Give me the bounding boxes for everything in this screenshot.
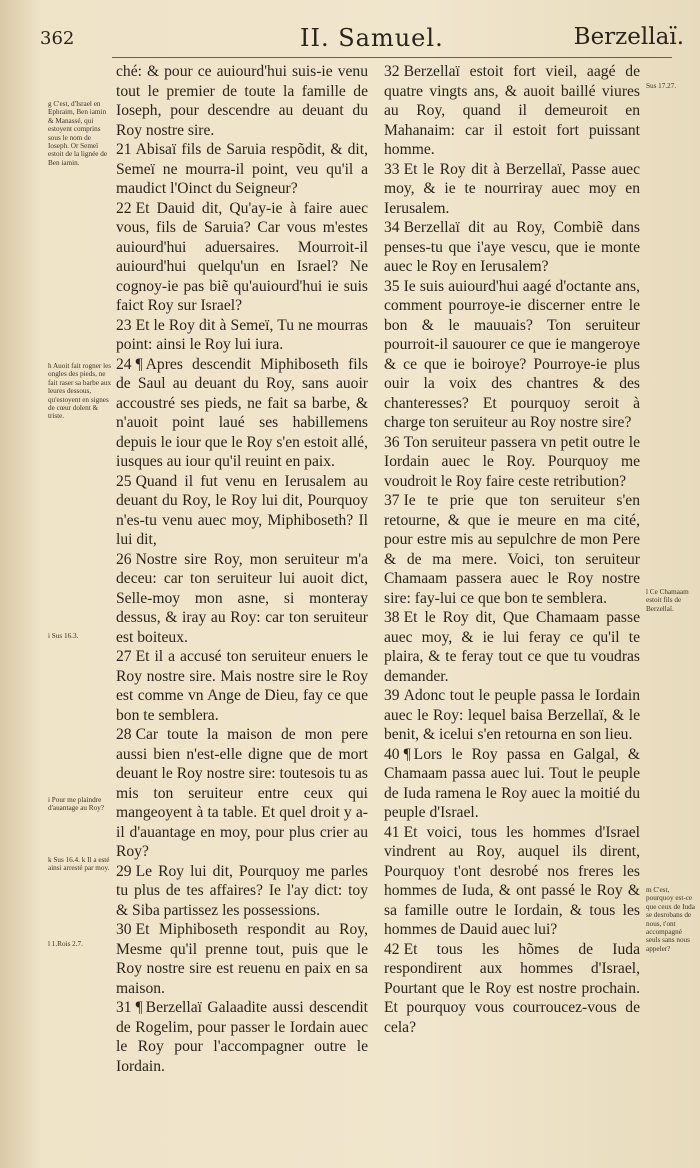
- verse-number: 30: [116, 921, 132, 938]
- verse-text: Berzellaï dit au Roy, Combiẽ dans penses-tu que i'aye vescu, que ie monte auec le Roy en Ierusalem?: [384, 219, 640, 275]
- verse-text: Lors le Roy passa en Galgal, & Chamaam passa auec lui. Tout le peuple de Iuda ramena le Roy auec la moitié du peuple d'Israel.: [384, 745, 640, 821]
- pilcrow-icon: ¶: [135, 355, 143, 373]
- margin-note-g: g C'est, d'Israel en Ephraim, Ben iamin & Manassé, qui estoyent comprins sous le nom de Ioseph. Or Semeï estoit de la lignée de Ben iamin.: [48, 100, 108, 167]
- verse-number: 29: [116, 862, 132, 880]
- verse-number: 35: [384, 277, 400, 295]
- verse-text: Le Roy lui dit, Pourquoy me parles tu plus de tes affaires? Ie l'ay dict: toy & Siba partissez les possessions.: [116, 862, 368, 919]
- verse-text: Et il a accusé ton seruiteur enuers le Roy nostre sire. Mais nostre sire le Roy est comme vn Ange de Dieu, fay ce que bon te semblera.: [116, 648, 368, 724]
- verse-text: Nostre sire Roy, mon seruiteur m'a deceu: car ton seruiteur lui auoit dict, Selle-moy mon asne, si monteray dessus, & iray au Roy: car ton seruiteur est boiteux.: [116, 550, 368, 646]
- header-rule: [112, 57, 672, 58]
- verse-number: 34: [384, 219, 400, 236]
- verse: [116, 725, 368, 862]
- running-head: Berzellaï.: [573, 24, 684, 50]
- verse-text: Et Dauid dit, Qu'ay-ie à faire auec vous, fils de Saruia? Car vous m'estes auiourd'hui aduersaires. Mourroit-il auiourd'hui quelqu'un en Israel? Ne cognoy-ie pas biẽ qu'auiourd'hui ie suis faict Roy sur Israel?: [116, 199, 368, 314]
- verse-number: 41: [384, 823, 400, 841]
- margin-note-i: i Sus 16.3.: [48, 632, 79, 640]
- verse-text: ché: & pour ce auiourd'hui suis-ie venu tout le premier de toute la famille de Ioseph, pour descendre au deuant du Roy nostre sire.: [116, 63, 368, 139]
- verse-text: Quand il fut venu en Ierusalem au deuant du Roy, le Roy lui dit, Pourquoy n'es-tu venu auec moy, Miphiboseth? Il lui dit,: [116, 472, 368, 548]
- verse: [116, 647, 368, 725]
- verse-number: 33: [384, 160, 400, 178]
- verse-number: 36: [384, 433, 400, 451]
- margin-note-l: l 1.Rois 2.7.: [48, 940, 83, 948]
- verse-text: Et le Roy dit, Que Chamaam passe auec moy, & ie lui feray ce qu'il te plaira, & te feray tout ce que tu voudras demander.: [384, 609, 640, 685]
- verse-number: 32: [384, 63, 400, 80]
- left-text-column: [116, 62, 368, 1076]
- verse: [116, 472, 368, 550]
- verse-number: 26: [116, 550, 132, 568]
- verse: [384, 686, 640, 745]
- verse: [384, 608, 640, 686]
- verse-text: Ton seruiteur passera vn petit outre le Iordain auec le Roy. Pourquoy me voudroit le Roy faire ceste retribution?: [384, 433, 640, 490]
- verse-text: Et tous les hõmes de Iuda respondirent aux hommes d'Israel, Pourtant que le Roy est nostre prochain. Et pourquoy vous courroucez-vous de cela?: [384, 940, 640, 1036]
- verse: [384, 940, 640, 1038]
- verse: [384, 277, 640, 433]
- verse: [384, 62, 640, 160]
- verse-number: 37: [384, 492, 400, 509]
- pilcrow-icon: ¶: [403, 745, 411, 763]
- verse-number: 21: [116, 141, 132, 158]
- verse-number: 40: [384, 745, 400, 763]
- verse-number: 23: [116, 316, 132, 334]
- page-number: 362: [40, 28, 75, 49]
- verse-text: Adonc tout le peuple passa le Iordain auec le Roy: lequel baisa Berzellaï, & le benit, & icelui s'en retourna en son lieu.: [384, 687, 640, 743]
- verse-text: Ie suis auiourd'hui aagé d'octante ans, comment pourroye-ie discerner entre le bon & le mauuais? Ton seruiteur pourroit-il sauourer ce que ie mangeroye & ce que ie boiroye? Pourroye-ie plus ouir la voix des chantres & des chanteresses? Et pourquoy seroit à charge ton seruiteur au Roy nostre sire?: [384, 277, 640, 431]
- margin-note-pour: i Pour me plaindre d'auantage au Roy?: [48, 796, 104, 813]
- margin-note-h: h Auoit fait rogner les ongles des pieds, ne fait raser sa barbe aux leures dessous, qu'estoyent en signes de cœur dolent & triste.: [48, 362, 112, 421]
- verse: [116, 316, 368, 355]
- margin-note-chamaam: l Ce Chamaam estoit fils de Berzellaï.: [646, 588, 689, 613]
- verse-text: Et Miphiboseth respondit au Roy, Mesme qu'il prenne tout, puis que le Roy nostre sire est reuenu en paix en sa maison.: [116, 921, 368, 997]
- verse: [384, 433, 640, 492]
- verse-text: Apres descendit Miphiboseth fils de Saul au deuant du Roy, sans auoir accoustré ses pieds, ne fait sa barbe, & n'auoit point laué ses habillemens depuis le iour que le Roy s'en estoit allé, iusques au iour qu'il reuint en paix.: [116, 355, 368, 470]
- verse-number: 25: [116, 472, 132, 490]
- verse-text: Ie te prie que ton seruiteur s'en retourne, & que ie meure en ma cité, pour estre mis au sepulchre de mon Pere & de ma mere. Voici, ton seruiteur Chamaam passera auec le Roy nostre sire: fay-lui ce que bon te semblera.: [384, 492, 640, 607]
- verse-number: 39: [384, 687, 400, 704]
- verse: [116, 140, 368, 199]
- verse-number: 42: [384, 940, 400, 958]
- verse-text: Abisaï fils de Saruia respõdit, & dit, Semeï ne mourra-il point, veu qu'il a maudict l'Oinct du Seigneur?: [116, 141, 368, 197]
- right-text-column: [384, 62, 640, 1037]
- verse-number: 31: [116, 999, 132, 1016]
- verse: [384, 218, 640, 277]
- page-header: [0, 24, 700, 54]
- margin-note-sus: Sus 17.27.: [646, 82, 677, 90]
- verse-number: 22: [116, 199, 132, 217]
- verse: [384, 745, 640, 823]
- verse-text: Et le Roy dit à Semeï, Tu ne mourras point: ainsi le Roy lui iura.: [116, 316, 368, 353]
- verse: [116, 998, 368, 1076]
- verse: [384, 160, 640, 219]
- verse: [116, 862, 368, 921]
- verse: [384, 823, 640, 940]
- verse: [384, 491, 640, 608]
- verse: [116, 199, 368, 316]
- verse: [116, 550, 368, 648]
- book-title: II. Samuel.: [300, 24, 444, 52]
- verse: [116, 355, 368, 472]
- verse-number: 28: [116, 726, 132, 743]
- verse: [116, 920, 368, 998]
- verse-text: Berzellaï Galaadite aussi descendit de Rogelim, pour passer le Iordain auec le Roy pour l'accompagner outre le Iordain.: [116, 999, 368, 1075]
- verse-text: Et voici, tous les hommes d'Israel vindrent au Roy, auquel ils dirent, Pourquoy t'ont desrobé nos freres les hommes de Iuda, & ont passé le Roy & sa famille outre le Iordain, & tous les hommes de Dauid auec lui?: [384, 823, 640, 938]
- margin-note-k: k Sus 16.4. k Il a esté ainsi arresté par moy.: [48, 856, 110, 873]
- verse-text: Berzellaï estoit fort vieil, aagé de quatre vingts ans, & auoit baillé viures au Roy, quand il demeuroit en Mahanaim: car il estoit fort puissant homme.: [384, 63, 640, 158]
- verse-number: 24: [116, 355, 132, 373]
- verse: [116, 62, 368, 140]
- verse-text: Et le Roy dit à Berzellaï, Passe auec moy, & ie te nourriray auec moy en Ierusalem.: [384, 160, 640, 217]
- verse-number: 27: [116, 648, 132, 665]
- pilcrow-icon: ¶: [135, 999, 143, 1016]
- verse-text: Car toute la maison de mon pere aussi bien n'est-elle digne que de mort deuant le Roy nostre sire: toutesois tu as mis ton seruiteur entre ceux qui mangeoyent à ta table. Et quel droit y a-il d'auantage en moy, pour plus crier au Roy?: [116, 726, 368, 860]
- verse-number: 38: [384, 609, 400, 626]
- margin-note-m: m C'est, pourquoy est-ce que ceux de Iuda se desrobans de nous, t'ont accompagné seuls sans nous appeler?: [646, 886, 695, 953]
